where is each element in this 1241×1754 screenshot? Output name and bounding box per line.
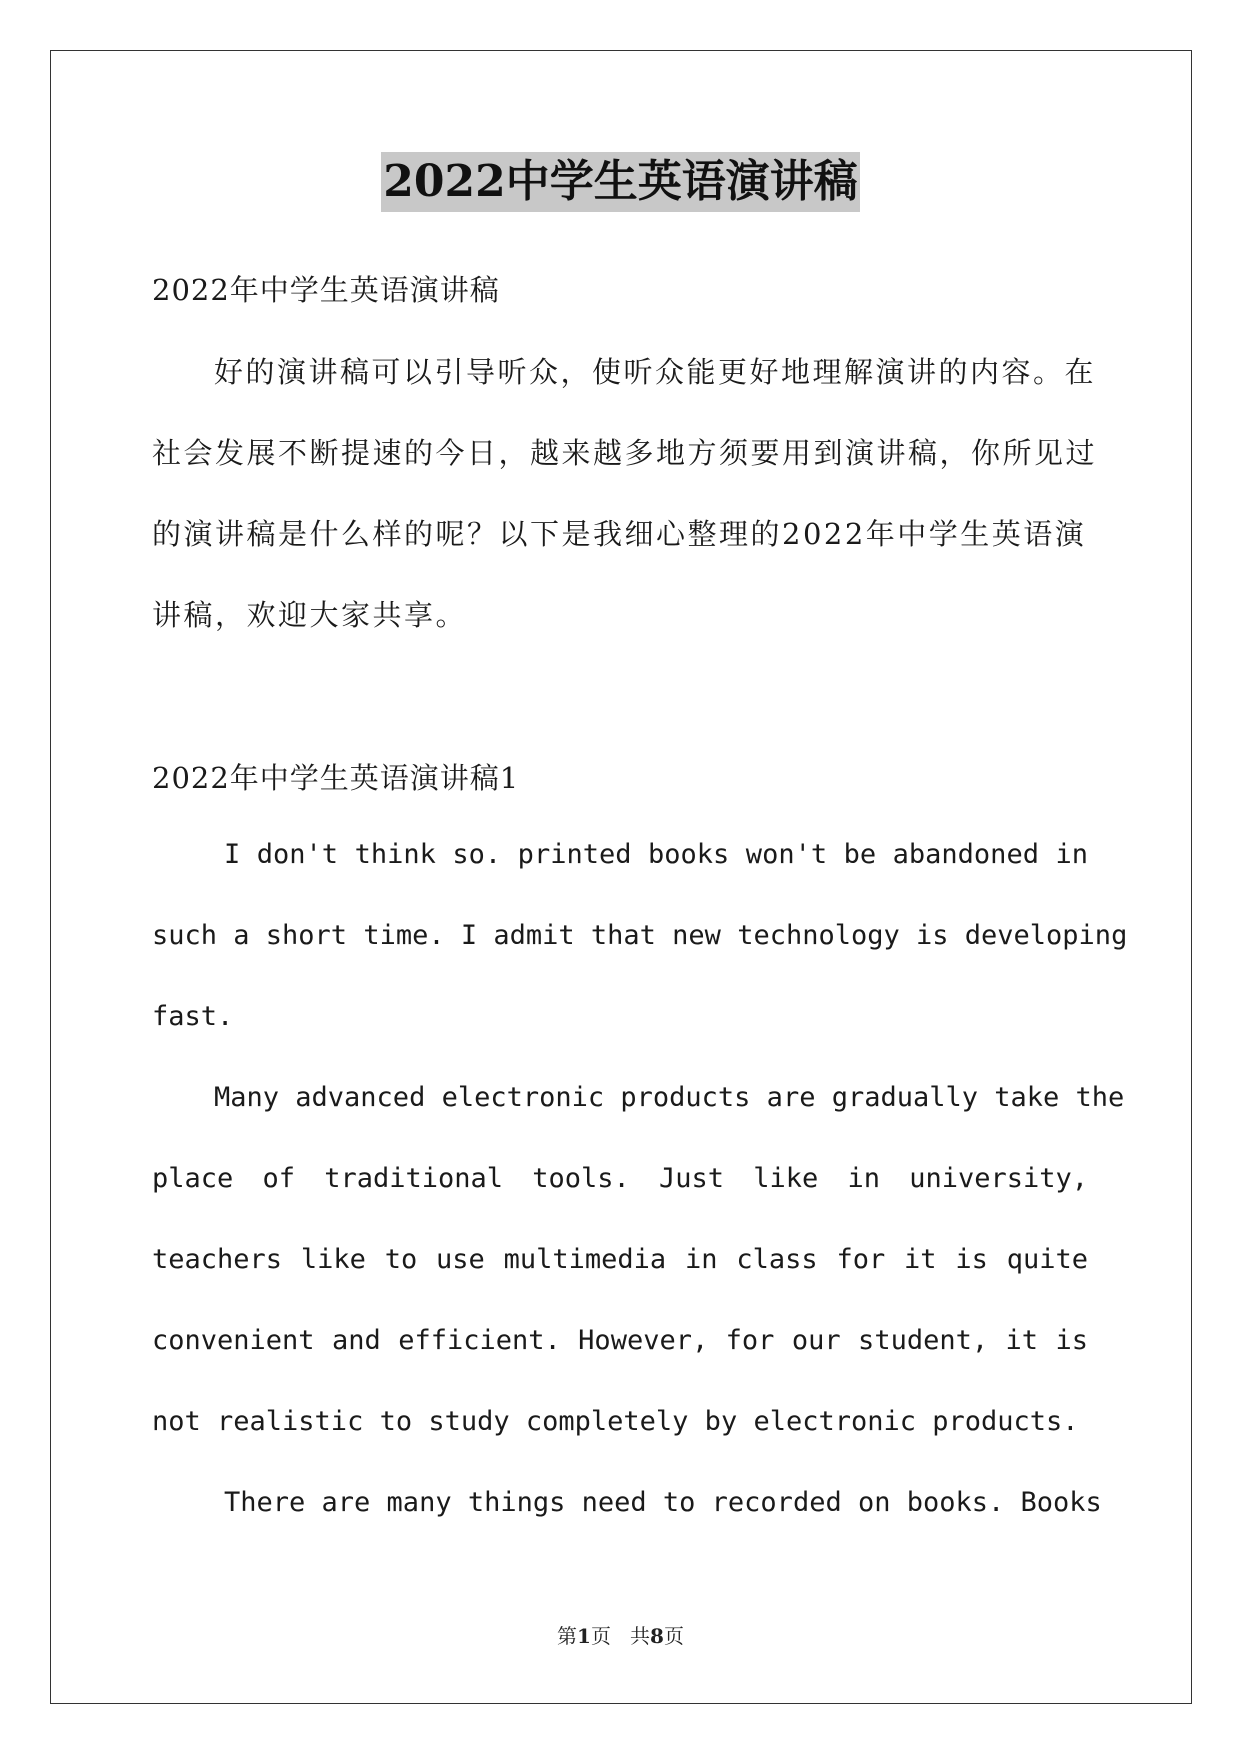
paragraph-line: place of traditional tools. Just like in university,	[152, 1163, 1088, 1194]
total-prefix: 共	[630, 1624, 651, 1648]
paragraph-line: fast.	[152, 1001, 234, 1032]
intro-line: 的演讲稿是什么样的呢？以下是我细心整理的2022年中学生英语演	[152, 517, 1087, 551]
english-paragraph-3	[152, 1462, 1102, 1543]
page-prefix: 第	[557, 1624, 578, 1648]
intro-paragraph	[152, 332, 1098, 656]
english-paragraph-2	[152, 1057, 1125, 1462]
intro-line: 社会发展不断提速的今日，越来越多地方须要用到演讲稿，你所见过	[152, 436, 1098, 470]
intro-line: 好的演讲稿可以引导听众，使听众能更好地理解演讲的内容。在	[214, 355, 1097, 389]
paragraph-line: Many advanced electronic products are gradually take the	[214, 1082, 1125, 1113]
intro-line: 讲稿，欢迎大家共享。	[152, 598, 468, 632]
paragraph-line: convenient and efficient. However, for our student, it is	[152, 1325, 1088, 1356]
paragraph-line: I don't think so. printed books won't be abandoned in	[224, 839, 1088, 870]
document-title: 2022中学生英语演讲稿	[381, 152, 859, 212]
english-paragraph-1	[152, 814, 1128, 1057]
paragraph-line: teachers like to use multimedia in class for it is quite	[152, 1244, 1088, 1275]
title-container	[0, 152, 1241, 212]
paragraph-line: There are many things need to recorded on books. Books	[224, 1487, 1102, 1518]
page-footer	[0, 1620, 1241, 1649]
section-heading: 2022年中学生英语演讲稿1	[152, 761, 520, 795]
paragraph-line: not realistic to study completely by electronic products.	[152, 1406, 1079, 1437]
document-subtitle: 2022年中学生英语演讲稿	[152, 273, 500, 307]
total-pages: 8	[650, 1624, 664, 1648]
page-suffix: 页	[590, 1624, 611, 1648]
paragraph-line: such a short time. I admit that new technology is developing	[152, 920, 1128, 951]
total-suffix: 页	[663, 1624, 684, 1648]
page-number: 1	[577, 1624, 591, 1648]
